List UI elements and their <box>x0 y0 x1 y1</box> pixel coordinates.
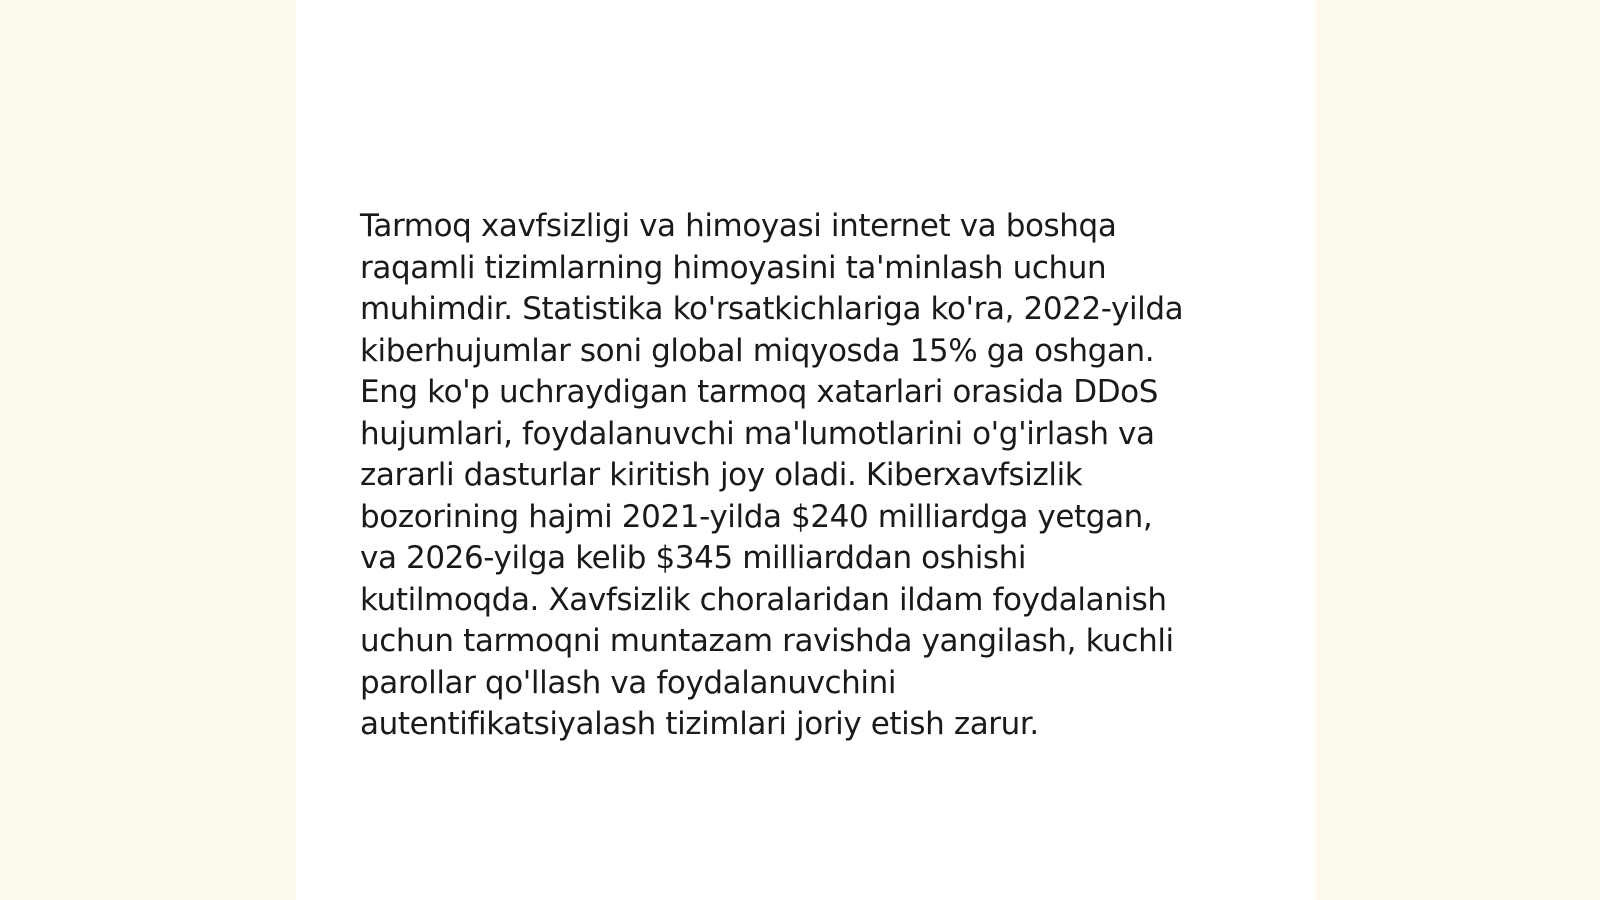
text-line: bozorining hajmi 2021-yilda $240 milliardga yetgan, <box>360 498 1153 535</box>
text-line: Eng ko'p uchraydigan tarmoq xatarlari orasida DDoS <box>360 374 1159 410</box>
text-line: uchun tarmoqni muntazam ravishda yangilash, kuchli <box>360 623 1174 659</box>
text-line: Tarmoq xavfsizligi va himoyasi internet va boshqa <box>360 208 1117 244</box>
text-line: va 2026-yilga kelib $345 milliarddan oshishi <box>360 540 1027 576</box>
text-line: parollar qo'llash va foydalanuvchini <box>360 664 897 701</box>
body-paragraph <box>360 206 1260 746</box>
document-page <box>296 0 1316 900</box>
text-line: zararli dasturlar kiritish joy oladi. Kiberxavfsizlik <box>360 457 1083 493</box>
text-line: kiberhujumlar soni global miqyosda 15% ga oshgan. <box>360 332 1155 369</box>
text-line: kutilmoqda. Xavfsizlik choralaridan ildam foydalanish <box>360 581 1167 618</box>
text-line: raqamli tizimlarning himoyasini ta'minlash uchun <box>360 249 1107 286</box>
text-line: autentifikatsiyalash tizimlari joriy etish zarur. <box>360 706 1039 742</box>
text-line: hujumlari, foydalanuvchi ma'lumotlarini o'g'irlash va <box>360 415 1155 452</box>
text-line: muhimdir. Statistika ko'rsatkichlariga ko'ra, 2022-yilda <box>360 291 1184 327</box>
